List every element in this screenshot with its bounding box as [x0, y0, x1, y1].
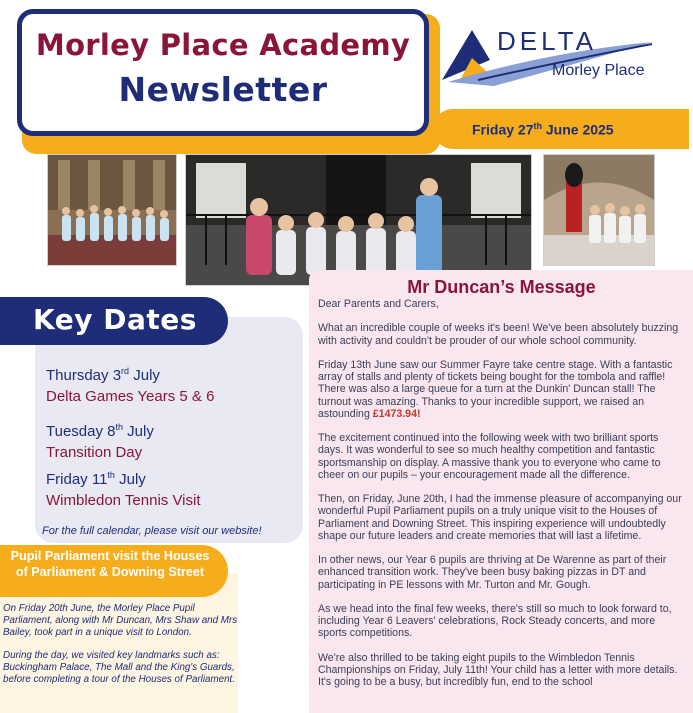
- logo-subtitle: Morley Place: [552, 62, 645, 79]
- pupil-parliament-paragraph: During the day, we visited key landmarks such as: Buckingham Palace, The Mall and the King's Guards, before completing a tour of the Houses of Parliament.: [3, 650, 235, 685]
- logo-name: DELTA: [497, 26, 597, 56]
- group-photo-parliament-icon: [47, 154, 177, 266]
- message-title: Mr Duncan’s Message: [407, 277, 596, 297]
- message-paragraph: The excitement continued into the following week with two brilliant sports days. It was wonderful to see so much healthy competition and fantastic sportsmanship on display. A massive thank you to everyone who came to cheer on our pupils – your encouragement made all the difference.: [318, 432, 661, 481]
- newsletter-heading: Newsletter: [118, 70, 328, 109]
- message-paragraph: We're also thrilled to be taking eight pupils to the Wimbledon Tennis Championships on Friday, July 11th! Your child has a letter with more details. It's going to be a busy, but incredibly fun, end to the school: [318, 651, 678, 689]
- group-photo-kings-guard-icon: [543, 154, 655, 266]
- key-date-event: Wimbledon Tennis Visit: [46, 492, 201, 509]
- message-paragraph: As we head into the final few weeks, there's still so much to look forward to, including Year 6 Leavers' celebrations, Rock Steady concerts, and more sports competitions.: [318, 602, 672, 640]
- message-paragraph: Friday 13th June saw our Summer Fayre take centre stage. With a fantastic array of stalls and plenty of tickets being bought for the tombola and raffle! There was also a large queue for a turn at the Dunkin' Duncan stall! The turnout was amazing. Thanks to your incredible support, we raised an astounding £1473.94!: [318, 358, 673, 420]
- key-date: Friday 11th July: [46, 470, 146, 488]
- message-paragraph: What an incredible couple of weeks it's been! We've been absolutely buzzing with activity and couldn't be prouder of our whole school community.: [318, 322, 679, 347]
- message-paragraph: Then, on Friday, June 20th, I had the immense pleasure of accompanying our wonderful Pupil Parliament pupils on a truly unique visit to the Houses of Parliament and Downing Street. This inspiring experience will undoubtedly shape our future leaders and create memories that will last a lifetime.: [318, 493, 682, 542]
- group-photo-downing-street-icon: [185, 154, 532, 286]
- key-date: Thursday 3rd July: [46, 366, 160, 384]
- key-date-event: Delta Games Years 5 & 6: [46, 388, 215, 405]
- newsletter-title-box: [17, 9, 429, 136]
- key-date: Tuesday 8th July: [46, 422, 154, 440]
- calendar-note: For the full calendar, please visit our website!: [42, 525, 262, 537]
- fundraising-amount: £1473.94!: [372, 407, 421, 420]
- message-body: [318, 298, 684, 701]
- key-dates-title: Key Dates: [33, 303, 197, 336]
- key-date-event: Transition Day: [46, 444, 143, 461]
- pupil-parliament-body: [3, 603, 238, 697]
- message-greeting: Dear Parents and Carers,: [318, 298, 439, 310]
- school-name: Morley Place Academy: [35, 28, 411, 62]
- message-paragraph: In other news, our Year 6 pupils are thriving at De Warenne as part of their enhanced transition work. They've been busy baking pizzas in DT and participating in PE lessons with Mr. Turton and Mr. Gough.: [318, 554, 667, 591]
- pupil-parliament-paragraph: On Friday 20th June, the Morley Place Pupil Parliament, along with Mr Duncan, Mrs Shaw and Mrs Bailey, took part in a unique visit to London.: [3, 603, 238, 638]
- newsletter-date: Friday 27th June 2025: [472, 121, 614, 138]
- pupil-parliament-title: Pupil Parliament visit the Houses of Parliament & Downing Street: [10, 549, 210, 579]
